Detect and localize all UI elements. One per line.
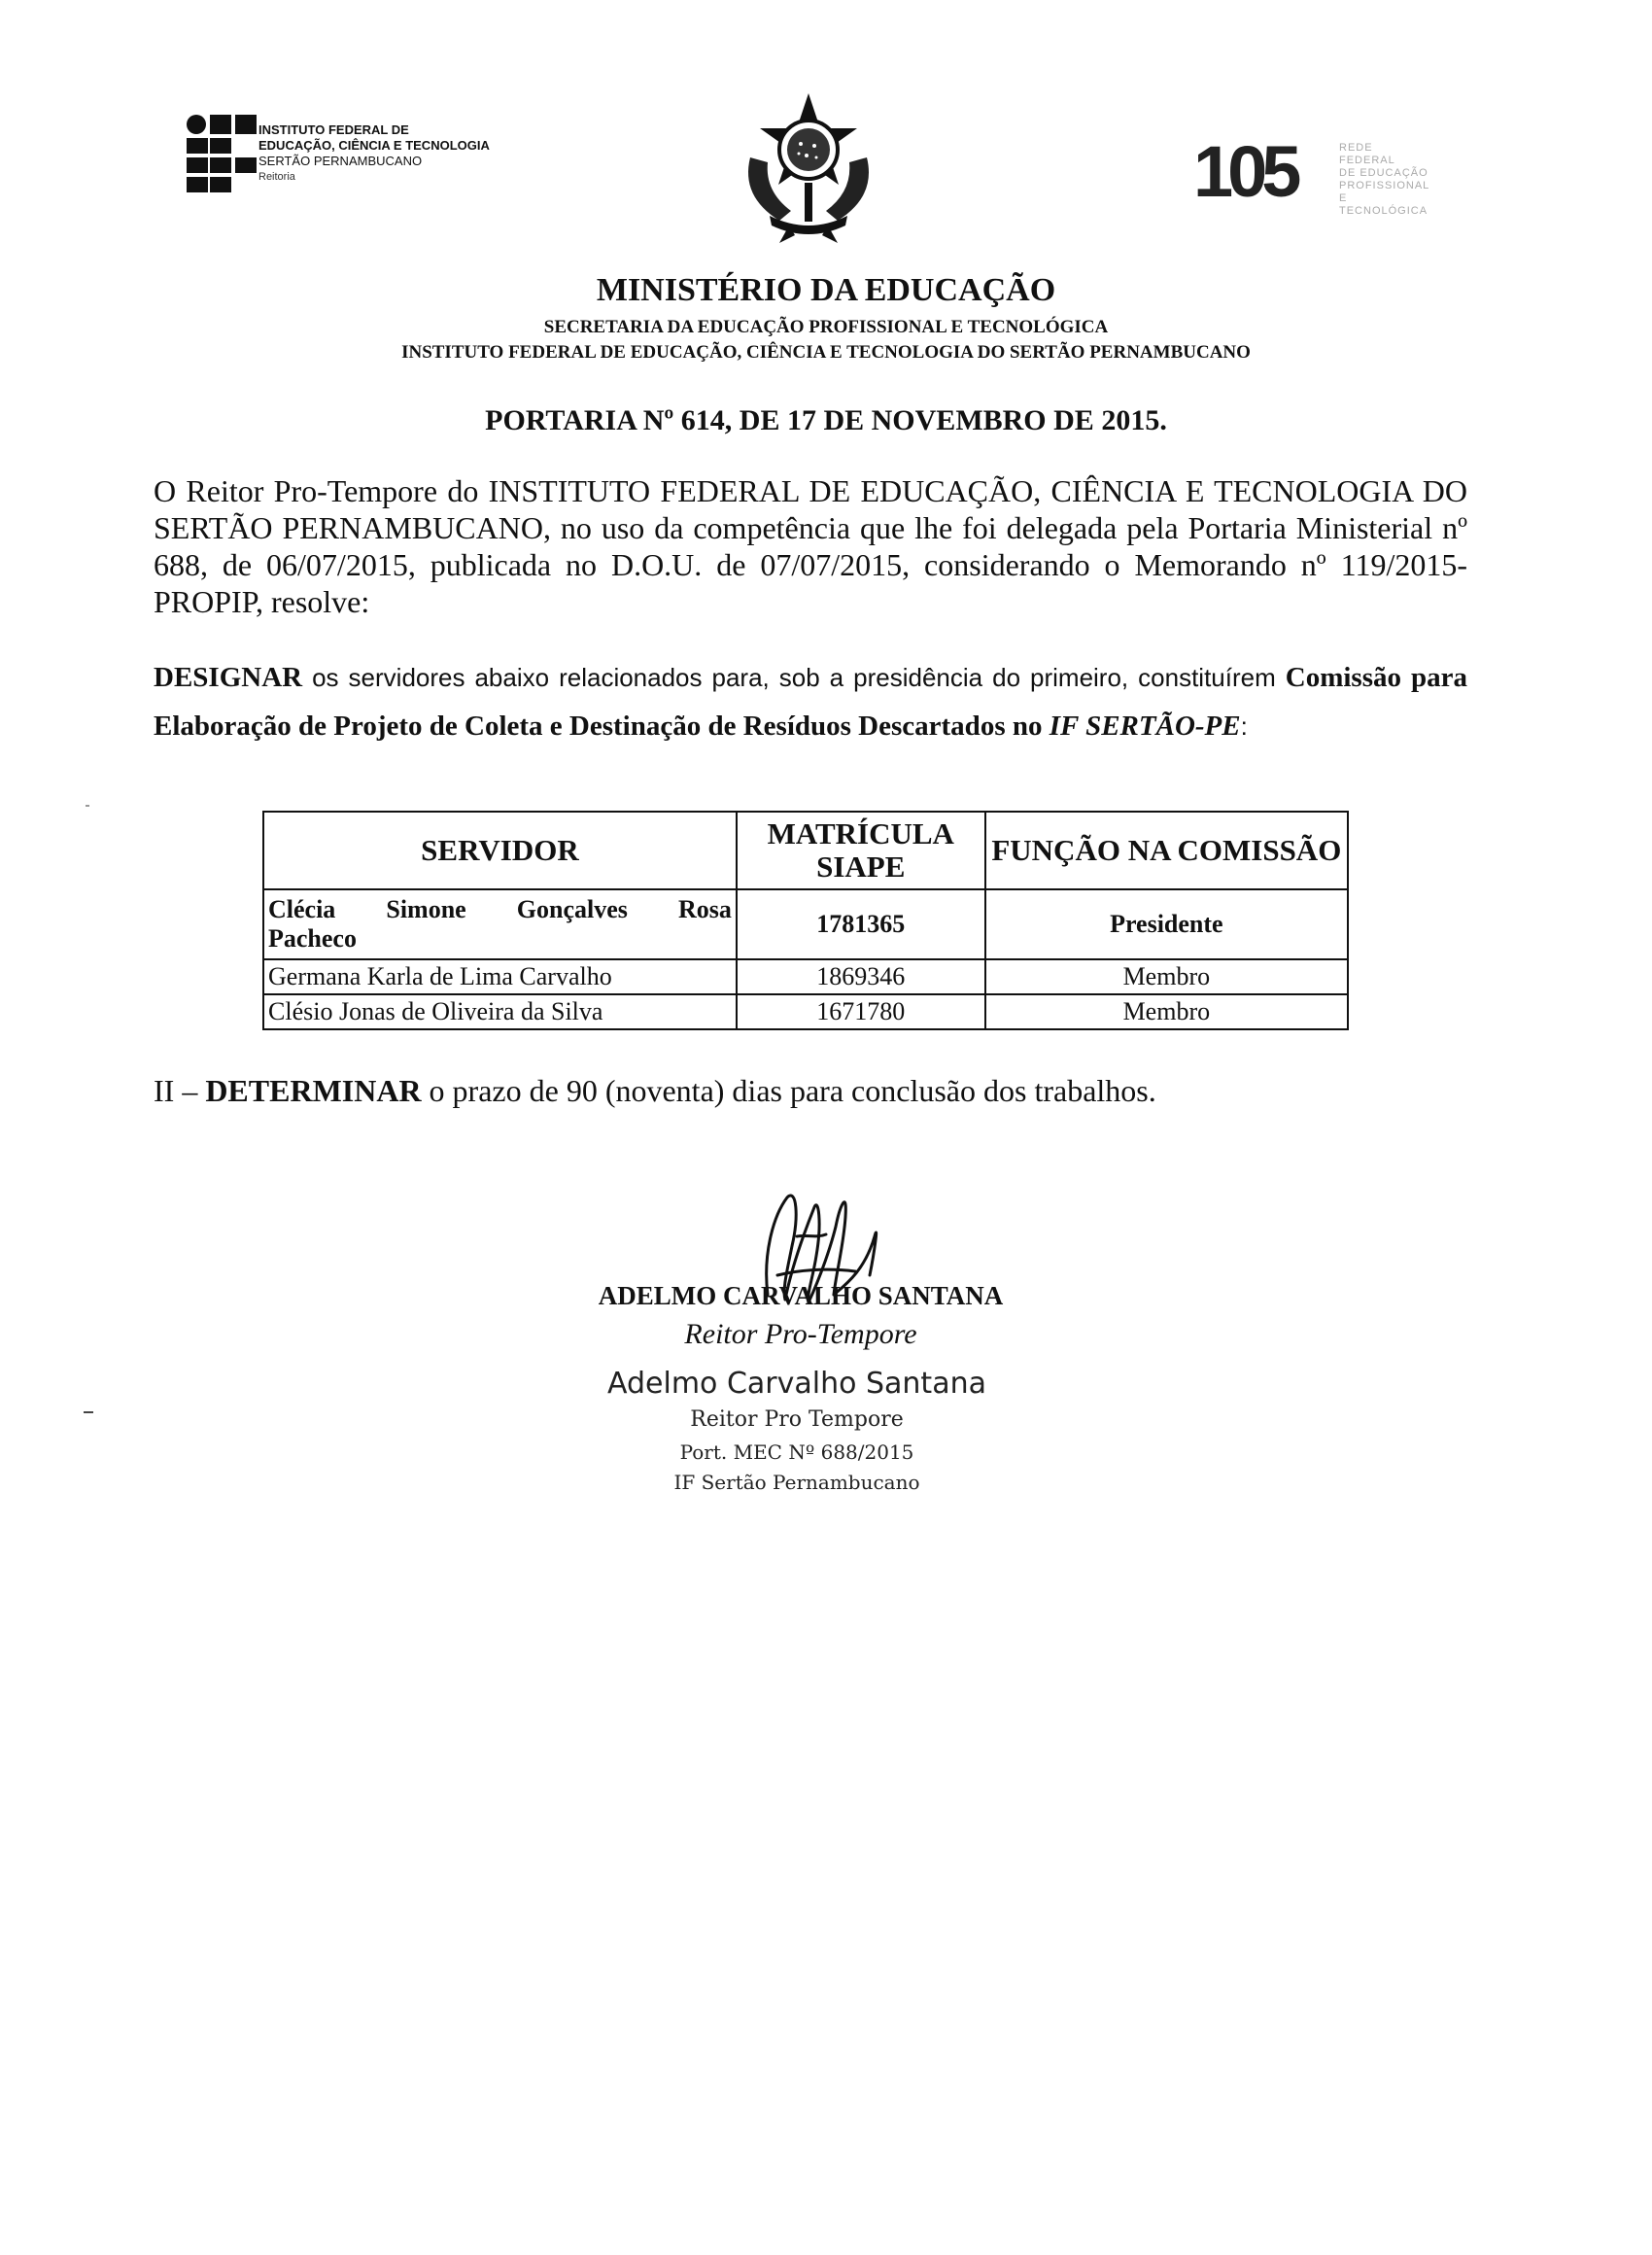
institute-title: INSTITUTO FEDERAL DE EDUCAÇÃO, CIÊNCIA E TECNOLOGIA DO SERTÃO PERNAMBUCANO bbox=[401, 342, 1251, 363]
stamp-role: Reitor Pro Tempore bbox=[690, 1407, 904, 1432]
determinar-lead: DETERMINAR bbox=[205, 1073, 422, 1108]
campus-name: IF SERTÃO-PE bbox=[1049, 711, 1241, 742]
if-logo-line2: EDUCAÇÃO, CIÊNCIA E TECNOLOGIA bbox=[258, 138, 490, 153]
deadline-paragraph bbox=[154, 1073, 1156, 1109]
table-row bbox=[263, 994, 1348, 1029]
anniversary-number: 105 bbox=[1193, 131, 1296, 212]
ministry-title: MINISTÉRIO DA EDUCAÇÃO bbox=[596, 272, 1056, 308]
anniversary-side-line: PROFISSIONAL bbox=[1339, 180, 1430, 191]
deadline-prefix: II – bbox=[154, 1073, 206, 1108]
header-funcao: FUNÇÃO NA COMISSÃO bbox=[985, 812, 1348, 889]
if-logo-line1: INSTITUTO FEDERAL DE bbox=[258, 122, 409, 137]
member-name bbox=[263, 889, 737, 959]
member-role: Membro bbox=[985, 959, 1348, 994]
anniversary-side-line: E TECNOLÓGICA bbox=[1339, 192, 1428, 217]
scan-mark bbox=[86, 805, 89, 807]
member-name: Clésio Jonas de Oliveira da Silva bbox=[263, 994, 737, 1029]
table-header-row bbox=[263, 812, 1348, 889]
deadline-text: o prazo de 90 (noventa) dias para conclusão dos trabalhos. bbox=[421, 1073, 1156, 1108]
table-row bbox=[263, 889, 1348, 959]
table-row bbox=[263, 959, 1348, 994]
member-name-line1: Clécia Simone Gonçalves Rosa bbox=[268, 895, 732, 923]
if-logo-line3: SERTÃO PERNAMBUCANO bbox=[258, 154, 423, 168]
header-matricula: MATRÍCULA SIAPE bbox=[737, 812, 985, 889]
member-role: Membro bbox=[985, 994, 1348, 1029]
if-logo-line4: Reitoria bbox=[258, 171, 295, 183]
stamp-portaria: Port. MEC Nº 688/2015 bbox=[679, 1440, 914, 1464]
designation-paragraph bbox=[154, 653, 1467, 750]
secretariat-title: SECRETARIA DA EDUCAÇÃO PROFISSIONAL E TECNOLÓGICA bbox=[543, 317, 1109, 337]
members-table bbox=[262, 811, 1349, 1030]
member-siape: 1869346 bbox=[737, 959, 985, 994]
designar-lead: DESIGNAR bbox=[154, 662, 303, 693]
if-logo-text bbox=[258, 122, 490, 185]
brazil-coat-of-arms-icon bbox=[731, 89, 886, 245]
signer-role: Reitor Pro-Tempore bbox=[684, 1318, 917, 1350]
portaria-title: PORTARIA Nº 614, DE 17 DE NOVEMBRO DE 2015. bbox=[485, 404, 1167, 436]
preamble-paragraph: O Reitor Pro-Tempore do INSTITUTO FEDERAL DE EDUCAÇÃO, CIÊNCIA E TECNOLOGIA DO SERTÃO PERNAMBUCANO, no uso da competência que lhe foi delegada pela Portaria Ministerial nº 688, de 06/07/2015, publicada no D.O.U. de 07/07/2015, considerando o Memorando nº 119/2015-PROPIP, resolve: bbox=[154, 473, 1467, 619]
if-logo-icon bbox=[187, 115, 262, 192]
commission-name: Comissão para Elaboração de Projeto de Coleta e Destinação de Resíduos Descartados no bbox=[154, 662, 1468, 742]
designation-end: : bbox=[1240, 711, 1248, 741]
designation-text: os servidores abaixo relacionados para, sob a presidência do primeiro, constituírem bbox=[302, 663, 1286, 692]
stamp-institution: IF Sertão Pernambucano bbox=[673, 1471, 920, 1494]
member-role: Presidente bbox=[985, 889, 1348, 959]
member-siape: 1781365 bbox=[737, 889, 985, 959]
anniversary-logo bbox=[1193, 131, 1430, 217]
signer-name: ADELMO CARVALHO SANTANA bbox=[598, 1281, 1004, 1310]
member-siape: 1671780 bbox=[737, 994, 985, 1029]
anniversary-side-line: REDE FEDERAL bbox=[1339, 142, 1395, 166]
header-servidor: SERVIDOR bbox=[263, 812, 737, 889]
scan-mark bbox=[84, 1411, 93, 1413]
member-name: Germana Karla de Lima Carvalho bbox=[263, 959, 737, 994]
official-stamp bbox=[602, 1365, 991, 1497]
stamp-name: Adelmo Carvalho Santana bbox=[607, 1367, 986, 1401]
anniversary-side-text bbox=[1339, 142, 1429, 218]
member-name-line2: Pacheco bbox=[268, 924, 357, 953]
anniversary-side-line: DE EDUCAÇÃO bbox=[1339, 167, 1428, 179]
